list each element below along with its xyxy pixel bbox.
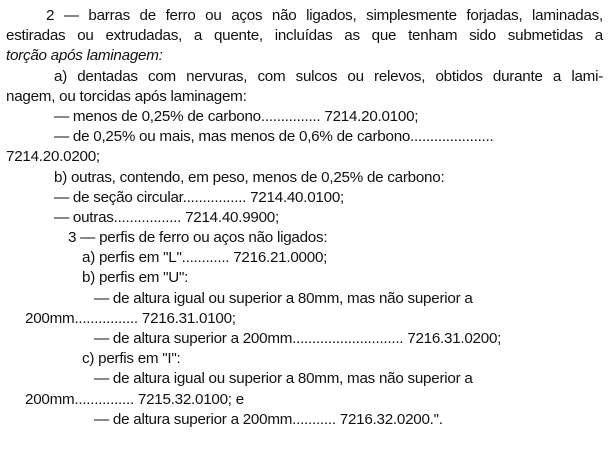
- text-line-13: a) perfis em "L"............ 7216.21.0000;: [82, 249, 328, 267]
- text-line-14: b) perfis em "U":: [82, 269, 189, 287]
- text-line-4: a) dentadas com nervuras, com sulcos ou relevos, obtidos durante a lami-: [54, 67, 603, 85]
- text-line-12: 3 — perfis de ferro ou aços não ligados:: [68, 229, 328, 247]
- text-line-3: [6, 46, 603, 66]
- text-line-6: — menos de 0,25% de carbono............... 7214.20.0100;: [54, 107, 419, 125]
- text-line-10: — de seção circular................ 7214.40.0100;: [54, 188, 344, 206]
- text-line-5: nagem, ou torcidas após laminagem:: [6, 87, 247, 105]
- text-line-11: — outras................. 7214.40.9900;: [54, 208, 279, 226]
- text-line-2: estiradas ou extrudadas, a quente, incluídas as que tenham sido submetidas a: [6, 27, 603, 45]
- text-line-9: b) outras, contendo, em peso, menos de 0,25% de carbono:: [54, 168, 445, 186]
- text-line-3-italic: torção após laminagem:: [6, 47, 163, 65]
- text-line-21: — de altura superior a 200mm........... 7216.32.0200.".: [94, 410, 443, 428]
- text-line-8: 7214.20.0200;: [6, 148, 100, 166]
- text-line-7: — de 0,25% ou mais, mas menos de 0,6% de carbono.....................: [54, 128, 494, 146]
- text-line-1: 2 — barras de ferro ou aços não ligados, simplesmente forjadas, laminadas,: [46, 7, 603, 24]
- text-line-17: — de altura superior a 200mm............................ 7216.31.0200;: [94, 330, 502, 347]
- text-line-15: — de altura igual ou superior a 80mm, mas não superior a: [94, 289, 473, 307]
- text-line-18: c) perfis em "I":: [82, 350, 181, 368]
- text-line-20: 200mm............... 7215.32.0100; e: [25, 390, 244, 408]
- document-body: [6, 6, 603, 430]
- text-line-19: — de altura igual ou superior a 80mm, mas não superior a: [94, 370, 473, 388]
- text-line-16: 200mm................ 7216.31.0100;: [25, 309, 236, 327]
